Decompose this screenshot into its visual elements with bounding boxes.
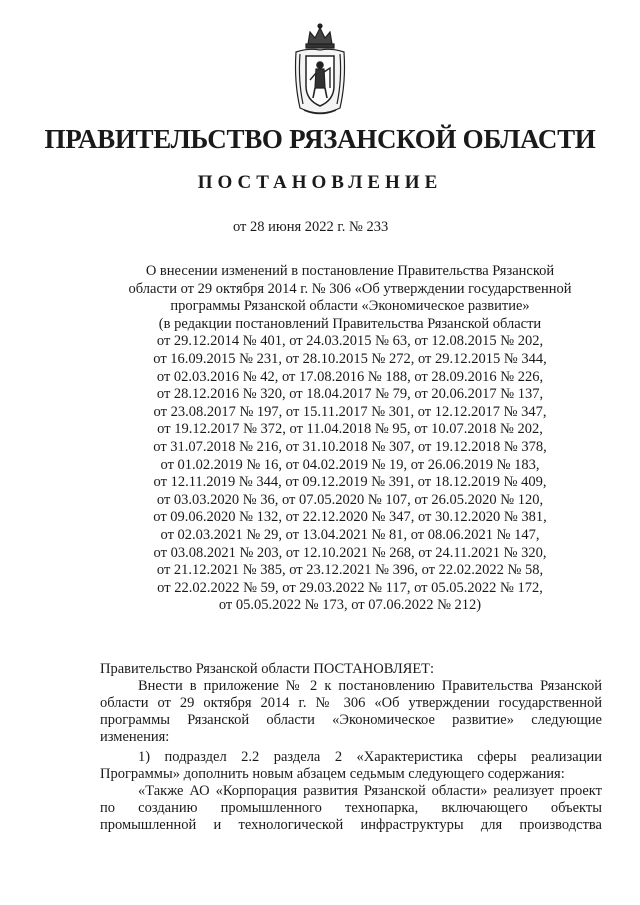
heading-line: от 02.03.2021 № 29, от 13.04.2021 № 81, от 08.06.2021 № 147, <box>160 526 540 543</box>
heading-line: от 02.03.2016 № 42, от 17.08.2016 № 188, от 28.09.2016 № 226, <box>156 368 544 385</box>
authority-title: ПРАВИТЕЛЬСТВО РЯЗАНСКОЙ ОБЛАСТИ <box>44 124 596 154</box>
coat-of-arms-icon <box>290 22 350 120</box>
heading-line: от 01.02.2019 № 16, от 04.02.2019 № 19, от 26.06.2019 № 183, <box>160 456 540 473</box>
document-date: от 28 июня 2022 г. № 233 <box>233 219 389 235</box>
heading-line: от 16.09.2015 № 231, от 28.10.2015 № 272, от 29.12.2015 № 344, <box>153 350 547 367</box>
heading-line: от 29.12.2014 № 401, от 24.03.2015 № 63, от 12.08.2015 № 202, <box>156 333 544 350</box>
heading-line: от 31.07.2018 № 216, от 31.10.2018 № 307, от 19.12.2018 № 378, <box>153 438 547 455</box>
heading-line: от 03.08.2021 № 203, от 12.10.2021 № 268, от 24.11.2021 № 320, <box>153 544 547 561</box>
item-1-paragraph: 1) подраздел 2.2 раздела 2 «Характеристика сферы реализации Программы» дополнить новым абзацем седьмым следующего содержания: <box>100 749 602 782</box>
heading-line: от 09.06.2020 № 132, от 22.12.2020 № 347, от 30.12.2020 № 381, <box>153 509 547 526</box>
document-type: ПОСТАНОВЛЕНИЕ <box>197 172 443 193</box>
document-heading <box>120 263 580 615</box>
heading-line: от 12.11.2019 № 344, от 09.12.2019 № 391, от 18.12.2019 № 409, <box>153 474 547 491</box>
heading-line: от 28.12.2016 № 320, от 18.04.2017 № 79, от 20.06.2017 № 137, <box>156 386 544 403</box>
resolves-line: Правительство Рязанской области ПОСТАНОВЛЯЕТ: <box>100 661 435 677</box>
heading-line: области от 29 октября 2014 г. № 306 «Об утверждении государственной <box>128 280 572 297</box>
heading-line: от 05.05.2022 № 173, от 07.06.2022 № 212) <box>218 597 482 614</box>
heading-line: от 23.08.2017 № 197, от 15.11.2017 № 301, от 12.12.2017 № 347, <box>153 403 547 420</box>
heading-line: О внесении изменений в постановление Правительства Рязанской <box>145 263 555 279</box>
heading-line: от 21.12.2021 № 385, от 23.12.2021 № 396, от 22.02.2022 № 58, <box>156 562 544 579</box>
heading-line: от 22.02.2022 № 59, от 29.03.2022 № 117, от 05.05.2022 № 172, <box>157 579 543 596</box>
heading-line: от 03.03.2020 № 36, от 07.05.2020 № 107, от 26.05.2020 № 120, <box>156 491 544 508</box>
heading-line: (в редакции постановлений Правительства Рязанской области <box>158 315 542 332</box>
heading-line: от 19.12.2017 № 372, от 11.04.2018 № 95, от 10.07.2018 № 202, <box>157 421 543 438</box>
quote-paragraph: «Также АО «Корпорация развития Рязанской области» реализует проект по созданию промышленного технопарка, включающего объекты промышленной и технологической инфраструктуры для производства <box>100 783 602 833</box>
heading-line: программы Рязанской области «Экономическое развитие» <box>170 298 530 315</box>
document-body <box>100 661 602 834</box>
intro-paragraph: Внести в приложение № 2 к постановлению Правительства Рязанской области от 29 октября 2014 г. № 306 «Об утверждении государственной программы Рязанской области «Экономическое развитие» следующие изменения: <box>100 678 602 745</box>
